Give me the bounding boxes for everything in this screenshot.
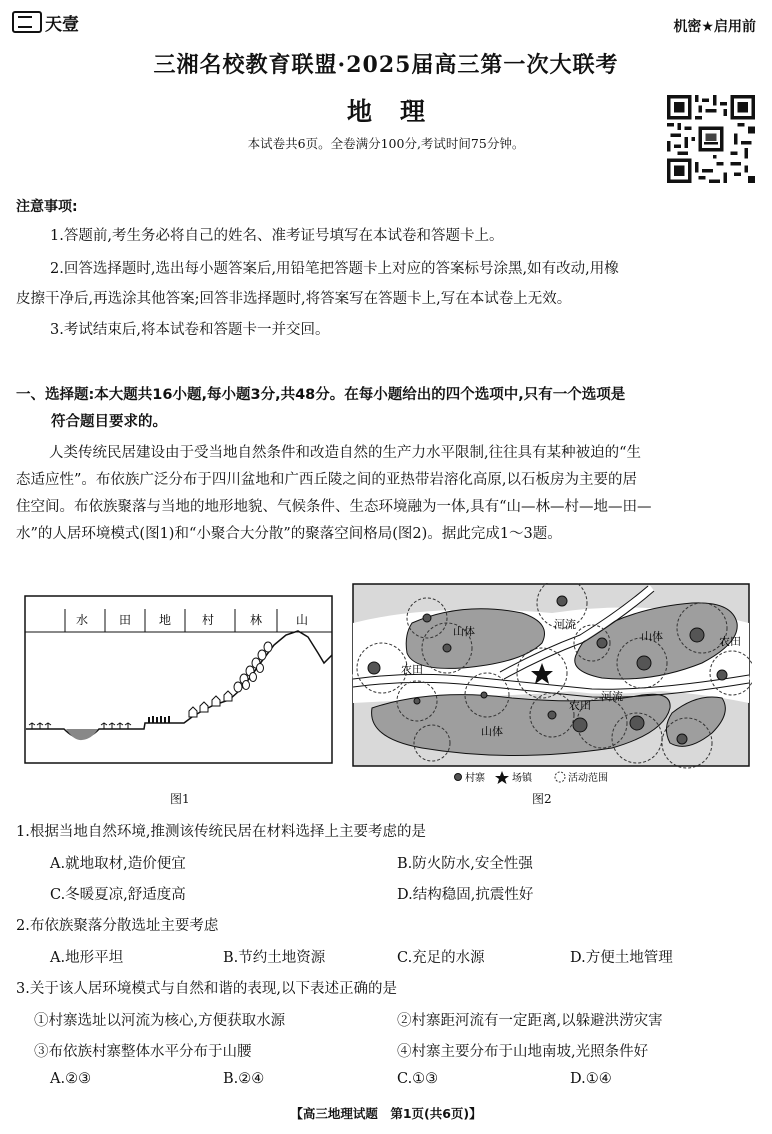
zone-label-forest: 林 (249, 613, 263, 627)
material-passage (16, 440, 760, 548)
label-farm-2: 农田 (719, 635, 741, 648)
material-line: 水”的人居环境模式(图1)和“小聚合大分散”的聚落空间格局(图2)。据此完成1～3题。 (16, 526, 562, 542)
figure2-caption: 图2 (532, 792, 552, 806)
question-3-option-d[interactable]: D.①④ (570, 1071, 612, 1087)
label-river-branch: 河流 (554, 618, 576, 631)
label-mountain-2: 山体 (641, 630, 663, 643)
notice-item-2: 2.回答选择题时,选出每小题答案后,用铅笔把答题卡上对应的答案标号涂黑,如有改动,用橡 (50, 261, 619, 277)
label-mountain-3: 山体 (481, 725, 503, 738)
notice-item-2-cont: 皮擦干净后,再选涂其他答案;回答非选择题时,将答案写在答题卡上,写在本试卷上无效。 (16, 291, 572, 307)
material-line: 态适应性”。布依族广泛分布于四川盆地和广西丘陵之间的亚热带岩溶化高原,以石板房为主要的居 (16, 472, 638, 488)
question-3-statement-2: ②村寨距河流有一定距离,以躲避洪涝灾害 (397, 1013, 663, 1029)
label-mountain-1: 山体 (453, 625, 475, 638)
question-1-option-c[interactable]: C.冬暖夏凉,舒适度高 (50, 887, 186, 903)
zone-label-water: 水 (75, 613, 89, 627)
material-line: 住空间。布依族聚落与当地的地形地貌、气候条件、生态环境融为一体,具有“山—林—村—地—田— (16, 499, 652, 515)
figure2-settlement-map (352, 583, 752, 788)
question-3-option-b[interactable]: B.②④ (223, 1071, 265, 1087)
question-2-option-c[interactable]: C.充足的水源 (397, 950, 485, 966)
question-2-option-a[interactable]: A.地形平坦 (50, 950, 124, 966)
notice-item-1: 1.答题前,考生务必将自己的姓名、准考证号填写在本试卷和答题卡上。 (50, 228, 504, 244)
legend-town: 场镇 (512, 773, 532, 784)
question-1-option-b[interactable]: B.防火防水,安全性强 (397, 856, 533, 872)
question-3-statement-1: ①村寨选址以河流为核心,方便获取水源 (34, 1013, 286, 1029)
confidential-label: 机密★启用前 (673, 19, 756, 35)
figure2-legend (455, 771, 609, 784)
zone-label-paddy: 田 (118, 613, 132, 627)
notice-title: 注意事项: (16, 199, 78, 215)
question-3-stem: 3.关于该人居环境模式与自然和谐的表现,以下表述正确的是 (16, 981, 397, 997)
question-2-stem: 2.布依族聚落分散选址主要考虑 (16, 918, 219, 934)
legend-range: 活动范围 (568, 773, 608, 784)
question-3-statement-3: ③布依族村寨整体水平分布于山腰 (34, 1044, 252, 1060)
subject-title: 地理 (346, 97, 453, 126)
logo-mark-icon (12, 11, 42, 33)
question-3-statement-4: ④村寨主要分布于山地南坡,光照条件好 (397, 1044, 649, 1060)
question-1-stem: 1.根据当地自然环境,推测该传统民居在材料选择上主要考虑的是 (16, 824, 426, 840)
label-farm-3: 农田 (569, 699, 591, 712)
zone-label-mountain: 山 (295, 613, 309, 627)
label-river-main: 河流 (601, 690, 623, 703)
question-3-option-a[interactable]: A.②③ (50, 1071, 92, 1087)
notice-item-3: 3.考试结束后,将本试卷和答题卡一并交回。 (50, 322, 330, 338)
question-3-option-c[interactable]: C.①③ (397, 1071, 439, 1087)
brand-name: 天壹 (45, 14, 79, 35)
qr-code-icon (667, 95, 755, 183)
material-line: 人类传统民居建设由于受当地自然条件和改造自然的生产力水平限制,往往具有某种被迫的“生 (49, 445, 642, 461)
question-1-option-d[interactable]: D.结构稳固,抗震性好 (397, 887, 534, 903)
exam-info: 本试卷共6页。全卷满分100分,考试时间75分钟。 (247, 136, 525, 151)
zone-label-village: 村 (201, 613, 215, 627)
publisher-logo (12, 10, 79, 34)
exam-title: 三湘名校教育联盟·2025届高三第一次大联考 (153, 52, 619, 78)
zone-label-farmland: 地 (158, 613, 172, 627)
section-heading (16, 382, 760, 436)
label-farm-1: 农田 (401, 663, 423, 676)
question-1-option-a[interactable]: A.就地取材,造价便宜 (50, 856, 186, 872)
figure1-profile-diagram (24, 595, 334, 765)
question-2-option-d[interactable]: D.方便土地管理 (570, 950, 673, 966)
section-heading-line1: 一、选择题:本大题共16小题,每小题3分,共48分。在每小题给出的四个选项中,只有一个选项是 (16, 387, 626, 403)
question-2-option-b[interactable]: B.节约土地资源 (223, 950, 326, 966)
legend-village: 村寨 (465, 773, 485, 784)
page-footer: 【高三地理试题 第1页(共6页)】 (290, 1106, 482, 1121)
section-heading-line2: 符合题目要求的。 (51, 414, 167, 430)
figure1-caption: 图1 (170, 792, 190, 806)
